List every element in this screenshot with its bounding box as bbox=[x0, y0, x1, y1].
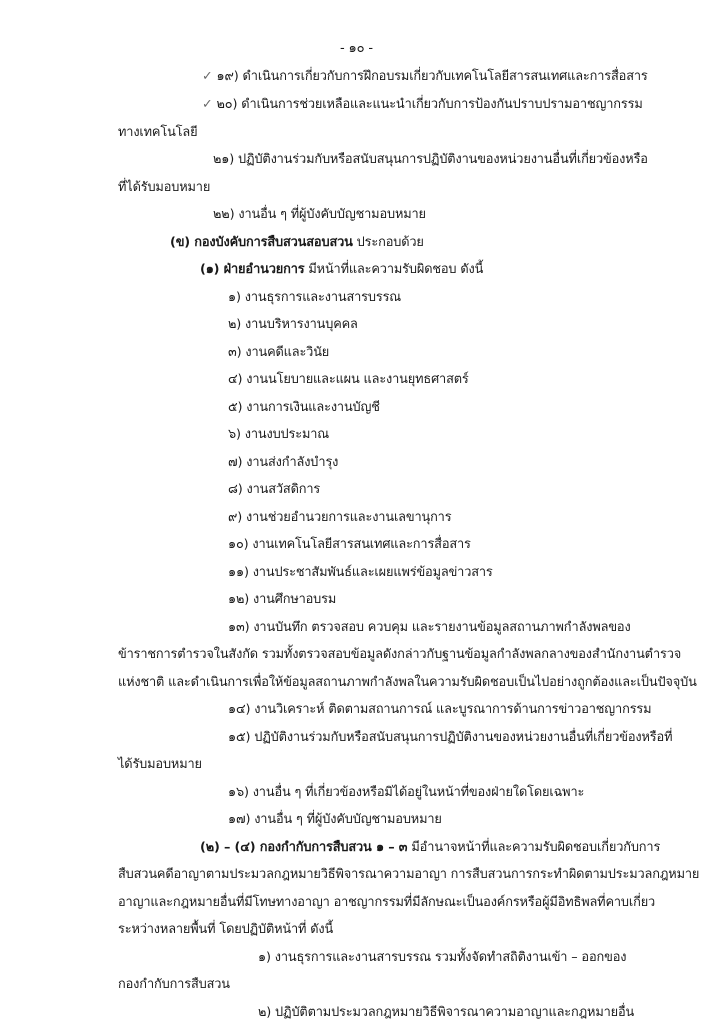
item-number: ๒๐ bbox=[216, 97, 233, 112]
item-continuation: กองกำกับการสืบสวน bbox=[118, 977, 230, 992]
subsection-heading bbox=[200, 839, 660, 856]
item-number: ๒๑ bbox=[213, 152, 230, 167]
paragraph-line: สืบสวนคดีอาญาตามประมวลกฎหมายวิธีพิจารณาความอาญา การสืบสวนการกระทำผิดตามประมวลกฎหมาย bbox=[118, 867, 700, 882]
page-number: - ๑๐ - bbox=[340, 41, 373, 56]
check-mark-icon: ✓ bbox=[202, 69, 213, 84]
section-title-suffix: ประกอบด้วย bbox=[356, 235, 424, 250]
list-item: ๒) ปฏิบัติตามประมวลกฎหมายวิธีพิจารณาความอาญาและกฎหมายอื่น bbox=[258, 1005, 635, 1020]
list-item: ๑) งานธุรการและงานสารบรรณ รวมทั้งจัดทำสถิติงานเข้า – ออกของ bbox=[258, 950, 627, 965]
paragraph-line: ระหว่างหลายพื้นที่ โดยปฏิบัติหน้าที่ ดังนี้ bbox=[118, 922, 334, 937]
list-item: ๑๓) งานบันทึก ตรวจสอบ ควบคุม และรายงานข้อมูลสถานภาพกำลังพลของ bbox=[228, 620, 631, 635]
section-heading bbox=[170, 234, 424, 251]
list-item: ๔) งานนโยบายและแผน และงานยุทธศาสตร์ bbox=[228, 372, 469, 387]
list-item: ๖) งานงบประมาณ bbox=[228, 427, 329, 442]
item-text: ปฏิบัติงานร่วมกับหรือสนับสนุนการปฏิบัติงานของหน่วยงานอื่นที่เกี่ยวข้องหรือ bbox=[238, 152, 648, 167]
subsection-title-suffix: มีอำนาจหน้าที่และความรับผิดชอบเกี่ยวกับการ bbox=[411, 840, 661, 855]
item-continuation: แห่งชาติ และดำเนินการเพื่อให้ข้อมูลสถานภาพกำลังพลในความรับผิดชอบเป็นไปอย่างถูกต้องและเป็นปัจจุบัน bbox=[118, 675, 697, 690]
list-item: ๗) งานส่งกำลังบำรุง bbox=[228, 455, 339, 470]
section-title: (ข) กองบังคับการสืบสวนสอบสวน bbox=[170, 235, 353, 250]
item-number: ๒๒ bbox=[213, 207, 230, 222]
list-item: ๑๒) งานศึกษาอบรม bbox=[228, 592, 337, 607]
list-item: ๒๑) ปฏิบัติงานร่วมกับหรือสนับสนุนการปฏิบัติงานของหน่วยงานอื่นที่เกี่ยวข้องหรือ bbox=[213, 152, 648, 167]
subsection-title: (๑) ฝ่ายอำนวยการ bbox=[200, 262, 305, 277]
item-continuation: ได้รับมอบหมาย bbox=[118, 757, 202, 772]
list-item: ๑๐) งานเทคโนโลยีสารสนเทศและการสื่อสาร bbox=[228, 537, 471, 552]
subsection-title-suffix: มีหน้าที่และความรับผิดชอบ ดังนี้ bbox=[308, 262, 484, 277]
list-item: ๒๒) งานอื่น ๆ ที่ผู้บังคับบัญชามอบหมาย bbox=[213, 207, 426, 222]
list-item: ๑) งานธุรการและงานสารบรรณ bbox=[228, 290, 402, 305]
paragraph-line: อาญาและกฎหมายอื่นที่มีโทษทางอาญา อาชญากรรมที่มีลักษณะเป็นองค์กรหรือผู้มีอิทธิพลที่คาบเกี่ยว bbox=[118, 895, 656, 910]
list-item: ๕) งานการเงินและงานบัญชี bbox=[228, 400, 380, 415]
item-text: ดำเนินการเกี่ยวกับการฝึกอบรมเกี่ยวกับเทคโนโลยีสารสนเทศและการสื่อสาร bbox=[242, 69, 648, 84]
subsection-heading bbox=[200, 261, 483, 278]
item-text: งานอื่น ๆ ที่ผู้บังคับบัญชามอบหมาย bbox=[238, 207, 426, 222]
list-item: ๘) งานสวัสดิการ bbox=[228, 482, 321, 497]
list-item: ๑๑) งานประชาสัมพันธ์และเผยแพร่ข้อมูลข่าวสาร bbox=[228, 565, 493, 580]
list-item: ✓ ๒๐) ดำเนินการช่วยเหลือและแนะนำเกี่ยวกับการป้องกันปราบปรามอาชญากรรม bbox=[202, 97, 643, 112]
list-item: ๒) งานบริหารงานบุคคล bbox=[228, 317, 358, 332]
list-item: ๙) งานช่วยอำนวยการและงานเลขานุการ bbox=[228, 510, 452, 525]
subsection-title: (๒) – (๔) กองกำกับการสืบสวน ๑ – ๓ bbox=[200, 840, 408, 855]
list-item: ✓ ๑๙) ดำเนินการเกี่ยวกับการฝึกอบรมเกี่ยวกับเทคโนโลยีสารสนเทศและการสื่อสาร bbox=[202, 69, 648, 84]
list-item: ๑๖) งานอื่น ๆ ที่เกี่ยวข้องหรือมิได้อยู่ในหน้าที่ของฝ่ายใดโดยเฉพาะ bbox=[228, 785, 585, 800]
list-item: ๓) งานคดีและวินัย bbox=[228, 345, 330, 360]
list-item: ๑๕) ปฏิบัติงานร่วมกับหรือสนับสนุนการปฏิบัติงานของหน่วยงานอื่นที่เกี่ยวข้องหรือที่ bbox=[228, 730, 673, 745]
list-item: ๑๔) งานวิเคราะห์ ติดตามสถานการณ์ และบูรณาการด้านการข่าวอาชญากรรม bbox=[228, 702, 652, 717]
item-continuation: ที่ได้รับมอบหมาย bbox=[118, 180, 211, 195]
item-continuation: ข้าราชการตำรวจในสังกัด รวมทั้งตรวจสอบข้อมูลดังกล่าวกับฐานข้อมูลกำลังพลกลางของสำนักงานตำรวจ bbox=[118, 647, 682, 662]
item-number: ๑๙ bbox=[216, 69, 234, 84]
check-mark-icon: ✓ bbox=[202, 97, 213, 112]
item-text: ดำเนินการช่วยเหลือและแนะนำเกี่ยวกับการป้องกันปราบปรามอาชญากรรม bbox=[241, 97, 643, 112]
list-item: ๑๗) งานอื่น ๆ ที่ผู้บังคับบัญชามอบหมาย bbox=[228, 812, 442, 827]
item-continuation: ทางเทคโนโลยี bbox=[118, 125, 198, 140]
